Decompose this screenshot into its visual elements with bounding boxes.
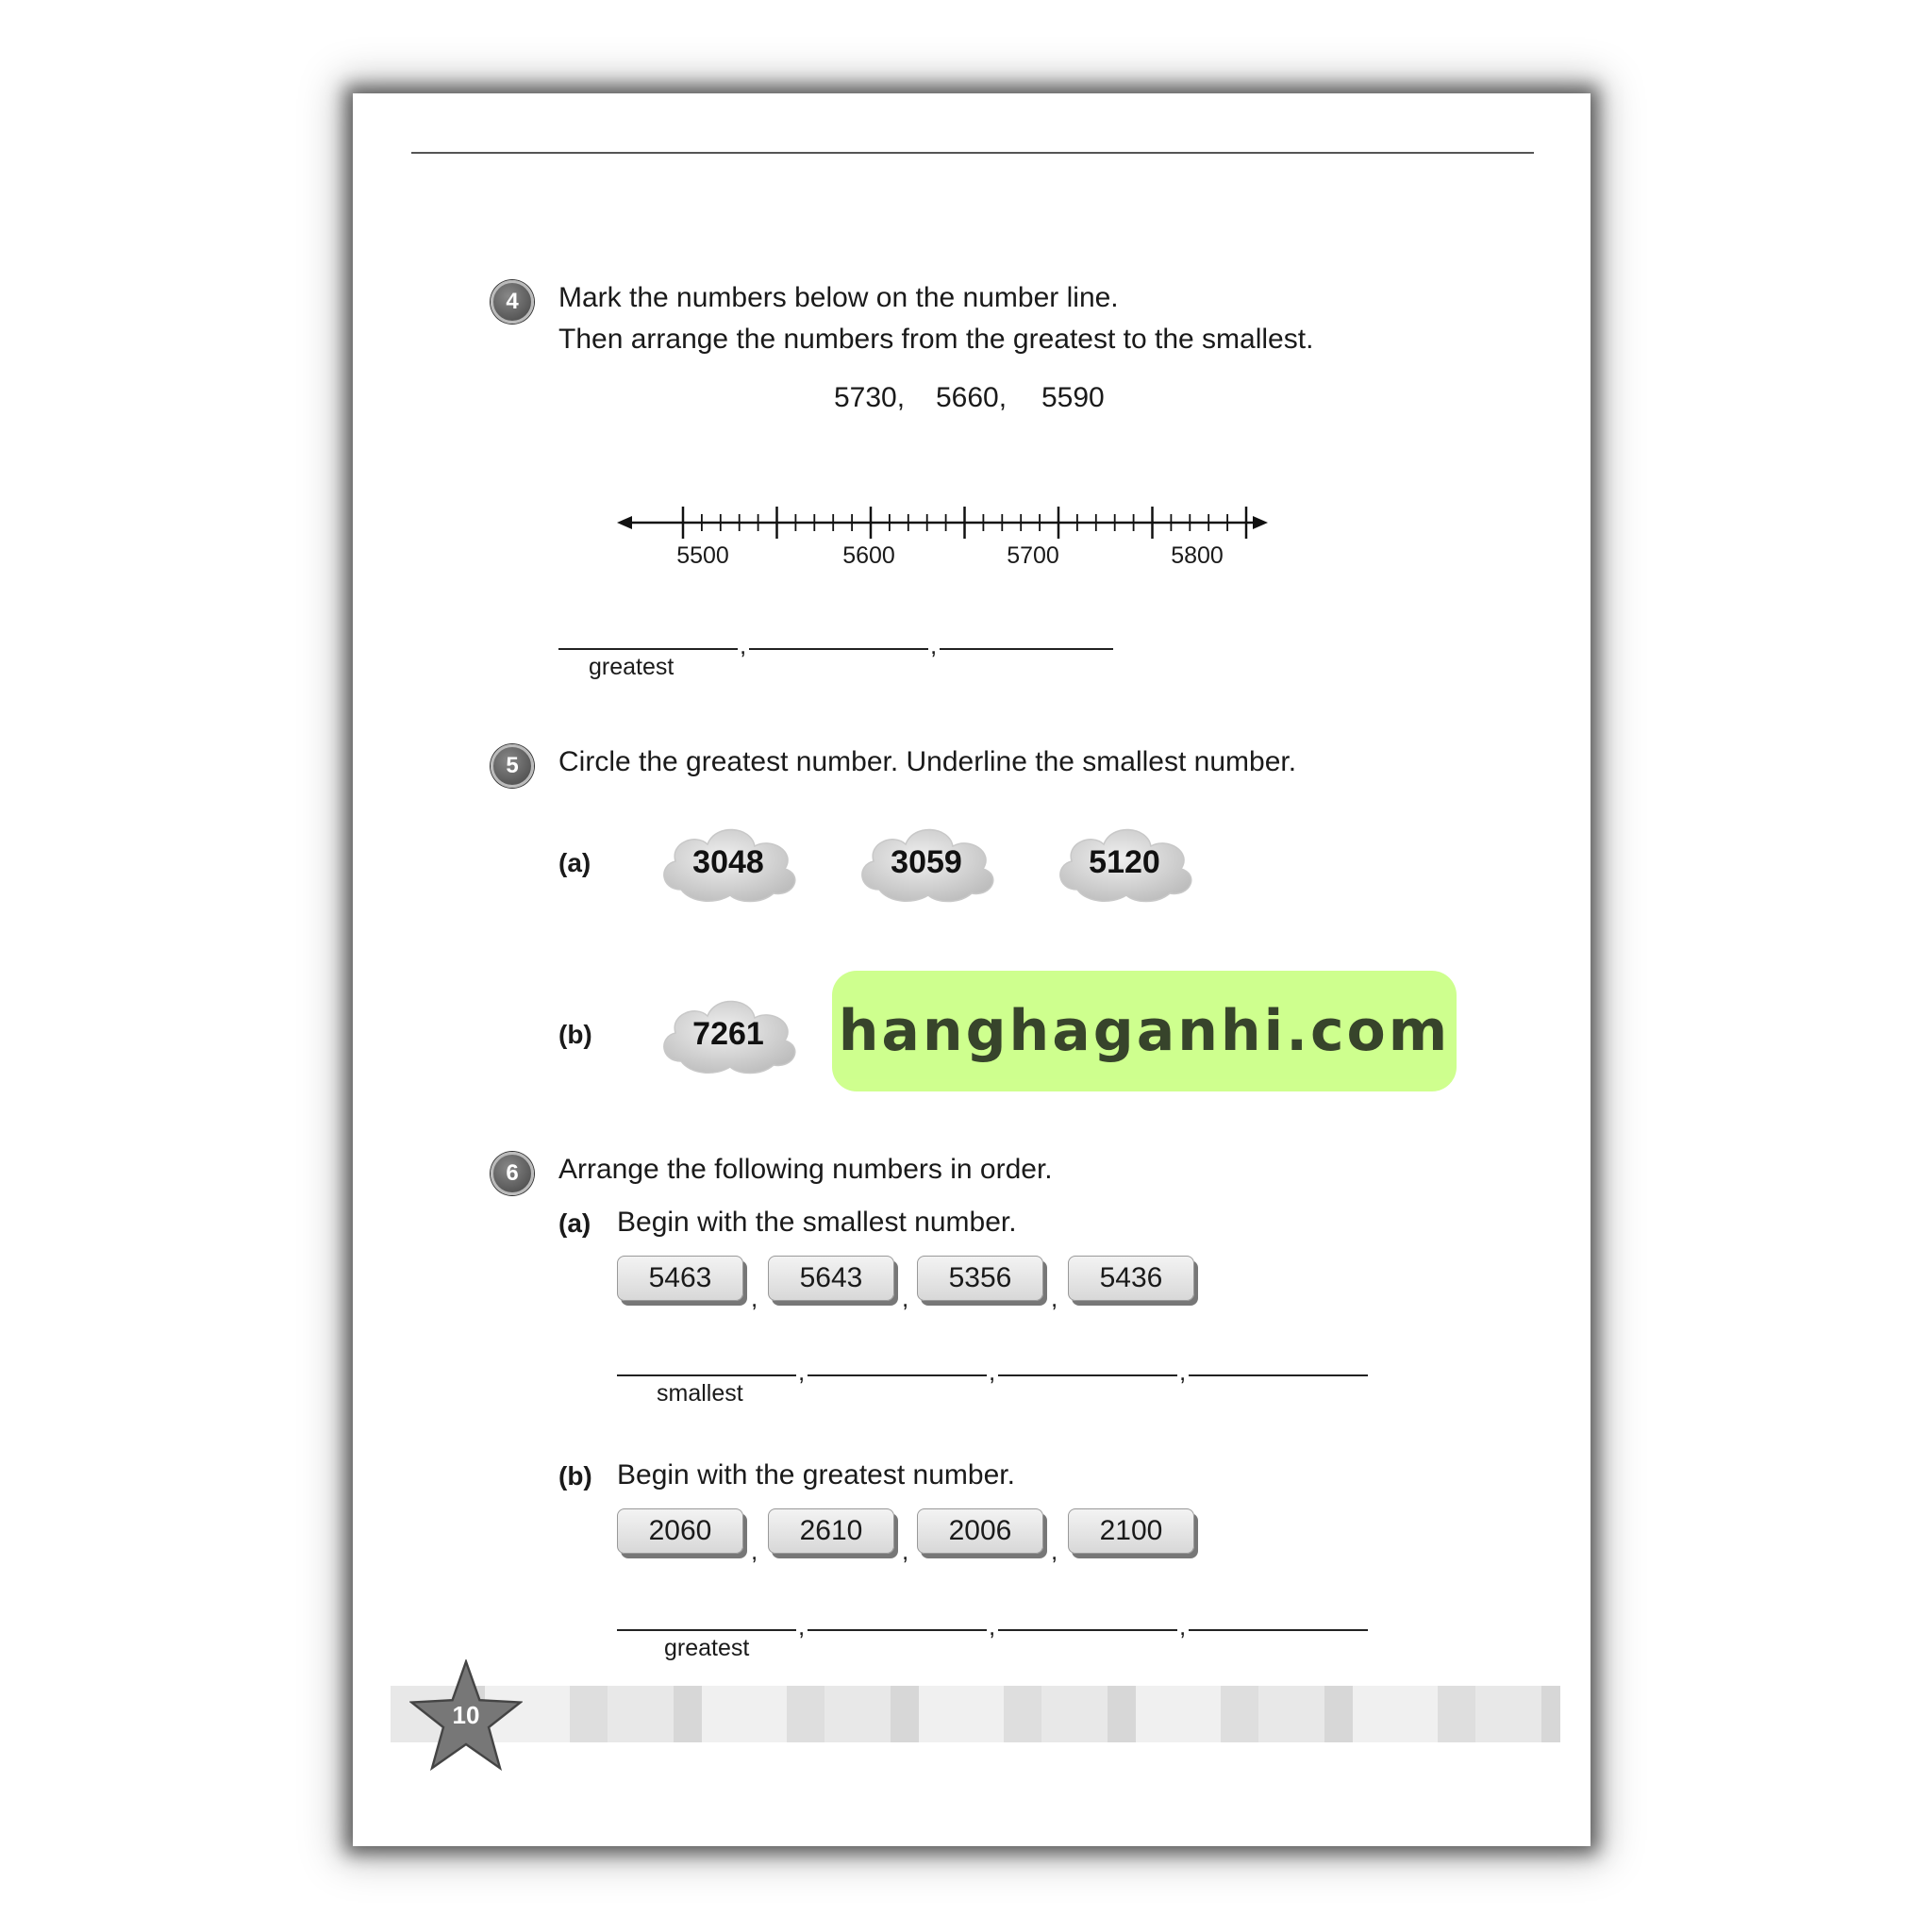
q6b-blank-4[interactable] (1189, 1629, 1368, 1631)
axis-label-5800: 5800 (1171, 542, 1224, 569)
q6a-smallest-label: smallest (657, 1380, 743, 1407)
top-rule (411, 152, 1534, 154)
q6b-blank-1[interactable] (617, 1629, 796, 1631)
question-5-instruction: Circle the greatest number. Underline the smallest number. (558, 746, 1297, 777)
q6a-blank-4[interactable] (1189, 1374, 1368, 1376)
question-6-badge: 6 (491, 1152, 534, 1195)
cloud-3048[interactable]: 3048 (653, 816, 804, 907)
q6b-blank-2[interactable] (808, 1629, 987, 1631)
q6a-blank-1[interactable] (617, 1374, 796, 1376)
cloud-5120[interactable]: 5120 (1049, 816, 1200, 907)
number-5590: 5590 (1041, 382, 1105, 413)
watermark-banner: hanghaganhi.com (832, 971, 1457, 1091)
q6a-blank-3[interactable] (998, 1374, 1177, 1376)
tile-5436: 5436 (1068, 1256, 1194, 1301)
tile-5463: 5463 (617, 1256, 743, 1301)
tile-5356: 5356 (917, 1256, 1043, 1301)
axis-label-5600: 5600 (842, 542, 895, 569)
q4-greatest-label: greatest (589, 654, 675, 680)
tile-5643: 5643 (768, 1256, 894, 1301)
q6-part-a-label: (a) (558, 1208, 591, 1238)
q4-blank-1[interactable] (558, 648, 738, 650)
tile-2610: 2610 (768, 1508, 894, 1554)
tile-2006: 2006 (917, 1508, 1043, 1554)
tile-2060: 2060 (617, 1508, 743, 1554)
axis-label-5700: 5700 (1007, 542, 1059, 569)
q6b-blank-3[interactable] (998, 1629, 1177, 1631)
q5-part-a-label: (a) (558, 848, 591, 877)
q4-blank-2[interactable] (749, 648, 928, 650)
left-arrow-icon (617, 516, 632, 529)
page-number: 10 (452, 1701, 480, 1729)
question-6-instruction: Arrange the following numbers in order. (558, 1154, 1053, 1185)
q6b-greatest-label: greatest (664, 1635, 750, 1661)
axis-label-5500: 5500 (676, 542, 729, 569)
footer-band (391, 1686, 1560, 1742)
q4-blank-3[interactable] (940, 648, 1113, 650)
question-5-badge: 5 (491, 744, 534, 788)
q6a-blank-2[interactable] (808, 1374, 987, 1376)
q6-part-b-instruction: Begin with the greatest number. (617, 1459, 1015, 1491)
question-4-line2: Then arrange the numbers from the greatest to the smallest. (558, 324, 1314, 355)
q6-part-a-instruction: Begin with the smallest number. (617, 1207, 1017, 1238)
q6-part-b-label: (b) (558, 1461, 592, 1491)
q5-part-b-label: (b) (558, 1020, 592, 1049)
question-4-line1: Mark the numbers below on the number line. (558, 282, 1119, 313)
question-4-badge: 4 (491, 280, 534, 324)
right-arrow-icon (1253, 516, 1268, 529)
cloud-3059[interactable]: 3059 (851, 816, 1002, 907)
number-5660: 5660, (936, 382, 1008, 413)
worksheet-page: 4 Mark the numbers below on the number line. Then arrange the numbers from the greatest to the smallest. 5730, 5660, 5590 5500 5600 5700 5800 , , greatest 5 Circle the greatest number. Underline the smallest number. (a) 3048 3059 5120 (b) 7261 hanghaganhi.com 6 Arrange the following numbers in order. (a) Begin with the smallest number. 5463 , 5643 , 5356 , 5436 , , , smallest (b) Begin with the greatest number. 2060 , 2610 , 2006 , 2100 , , , greatest 10 (353, 93, 1591, 1846)
tile-2100: 2100 (1068, 1508, 1194, 1554)
cloud-7261[interactable]: 7261 (653, 988, 804, 1078)
number-5730: 5730, (834, 382, 906, 413)
